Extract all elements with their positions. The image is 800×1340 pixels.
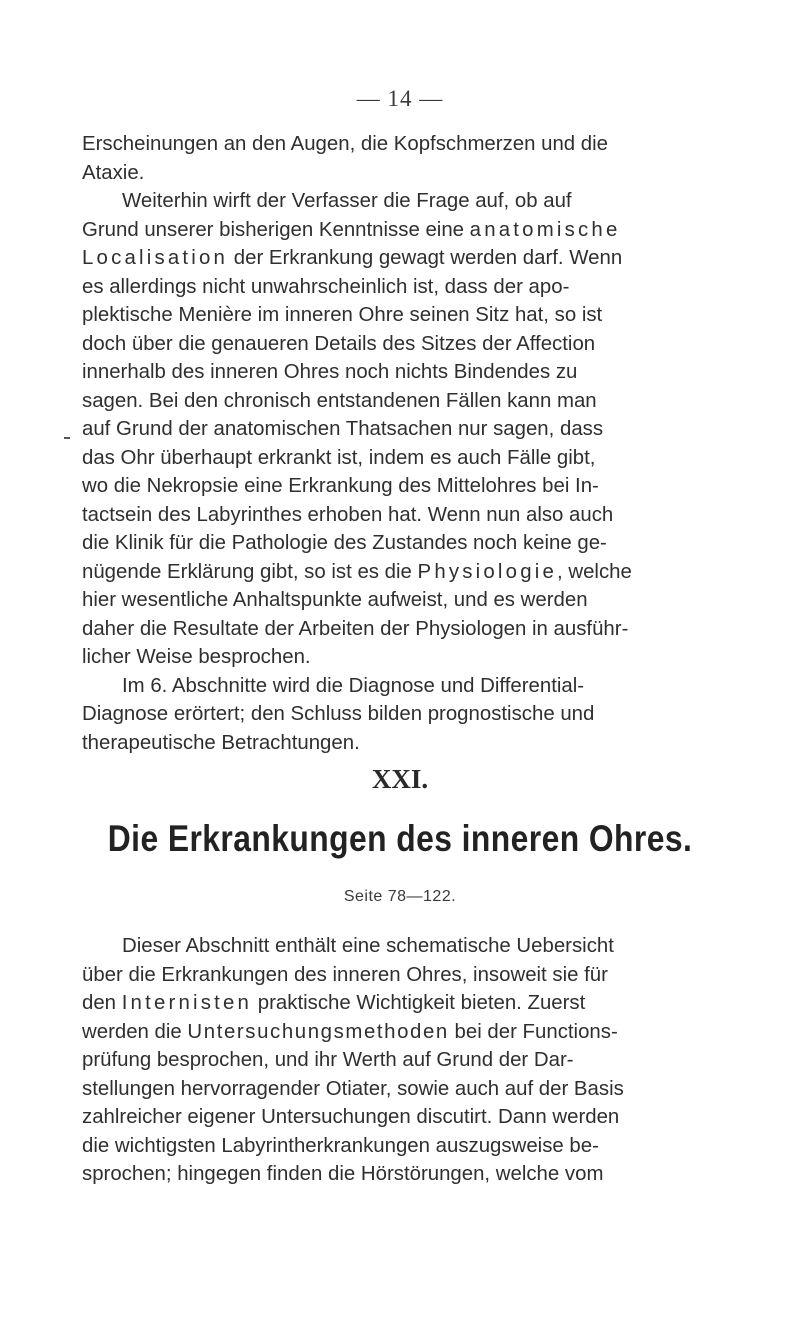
text-line: doch über die genaueren Details des Sitzes der Affection [82, 332, 596, 355]
spaced-emphasis: Internisten [121, 992, 253, 1014]
text-line: Dieser Abschnitt enthält eine schematische Uebersicht [122, 935, 614, 957]
text-line: zahlreicher eigener Untersuchungen discutirt. Dann werden [82, 1106, 620, 1128]
top-paragraphs [82, 130, 742, 757]
text-line: plektische Menière im inneren Ohre seinen Sitz hat, so ist [82, 304, 603, 326]
text-line: werden die Untersuchungsmethoden bei der Functions- [82, 1020, 618, 1043]
text-line: die wichtigsten Labyrintherkrankungen auszugsweise be- [82, 1134, 599, 1157]
text-line: hier wesentliche Anhaltspunkte aufweist, und es werden [82, 589, 588, 611]
text-line: Localisation der Erkrankung gewagt werden darf. Wenn [82, 247, 623, 269]
text-line: Diagnose erörtert; den Schluss bilden prognostische und [82, 703, 595, 725]
spaced-emphasis: Localisation [82, 247, 229, 269]
text-line: das Ohr überhaupt erkrankt ist, indem es auch Fälle gibt, [82, 446, 596, 469]
text-line: prüfung besprochen, und ihr Werth auf Grund der Dar- [82, 1049, 574, 1071]
page-reference: Seite 78—122. [343, 888, 457, 905]
text-line: sprochen; hingegen finden die Hörstörungen, welche vom [82, 1163, 604, 1185]
text-line: tactsein des Labyrinthes erhoben hat. Wenn nun also auch [82, 503, 614, 526]
text-line: nügende Erklärung gibt, so ist es die Physiologie, welche [82, 560, 632, 583]
text-line: über die Erkrankungen des inneren Ohres, insoweit sie für [82, 963, 608, 986]
text-line: daher die Resultate der Arbeiten der Physiologen in ausführ- [82, 617, 629, 640]
text-line: Im 6. Abschnitte wird die Diagnose und Differential- [122, 674, 585, 697]
text-line: licher Weise besprochen. [82, 646, 311, 668]
text-line: stellungen hervorragender Otiater, sowie auch auf der Basis [82, 1077, 624, 1100]
spaced-emphasis: anatomische [469, 218, 621, 241]
text-line: innerhalb des inneren Ohres noch nichts Bindendes zu [82, 361, 578, 383]
text-line: die Klinik für die Pathologie des Zustandes noch keine ge- [82, 532, 607, 554]
margin-mark [64, 437, 70, 439]
text-line: Ataxie. [82, 161, 145, 184]
text-line: Weiterhin wirft der Verfasser die Frage auf, ob auf [122, 190, 572, 212]
text-line: es allerdings nicht unwahrscheinlich ist, dass der apo- [82, 275, 570, 298]
text-line: therapeutische Betrachtungen. [82, 731, 360, 754]
text-line: wo die Nekropsie eine Erkrankung des Mittelohres bei In- [82, 475, 599, 497]
bottom-paragraphs [82, 932, 742, 1189]
chapter-title: Die Erkrankungen des inneren Ohres. [107, 818, 693, 859]
text-line: Erscheinungen an den Augen, die Kopfschmerzen und die [82, 133, 609, 155]
spaced-emphasis: Untersuchungsmethoden [187, 1020, 449, 1043]
text-line: den Internisten praktische Wichtigkeit bieten. Zuerst [82, 992, 586, 1014]
text-line: sagen. Bei den chronisch entstandenen Fällen kann man [82, 389, 597, 412]
page-number: — 14 — [356, 86, 444, 111]
text-line: Grund unserer bisherigen Kenntnisse eine anatomische [82, 218, 621, 241]
text-line: auf Grund der anatomischen Thatsachen nur sagen, dass [82, 418, 604, 440]
section-number: XXI. [371, 764, 429, 794]
spaced-emphasis: Physiologie [417, 560, 558, 583]
